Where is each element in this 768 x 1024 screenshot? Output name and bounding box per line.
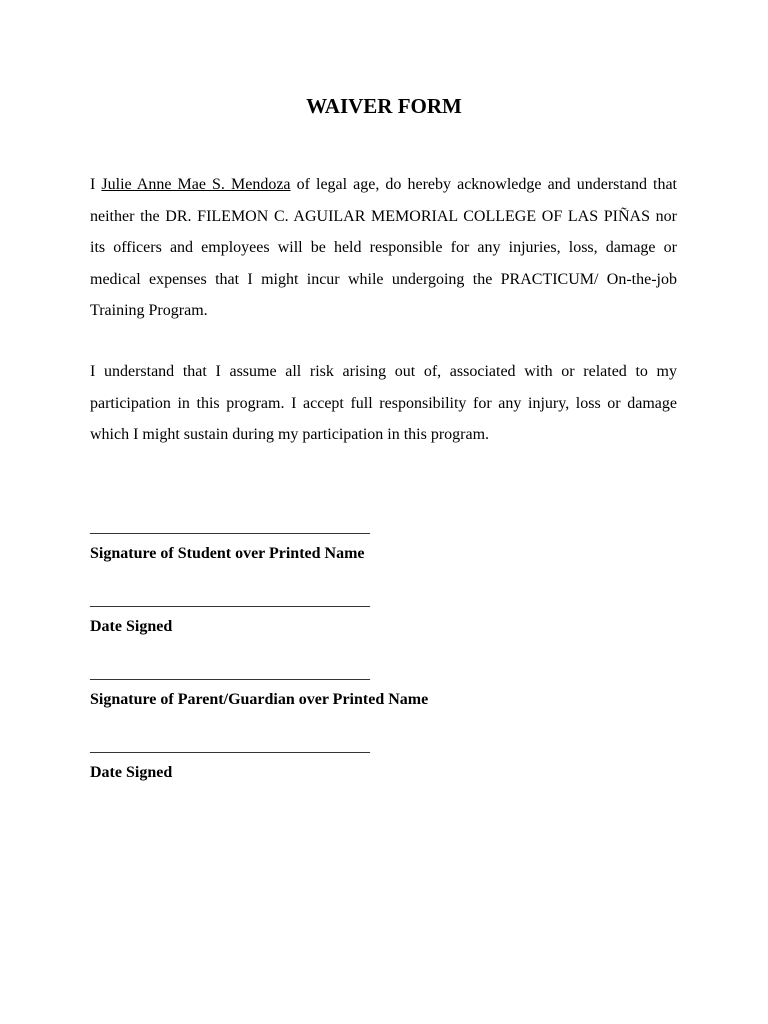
guardian-signature-block: [90, 664, 428, 710]
waiver-paragraph-2: I understand that I assume all risk arising out of, associated with or related to my participation in this program. I accept full responsibility for any injury, loss or damage which I might sustain during my participation in this program.: [90, 363, 677, 443]
paragraph-prefix: I: [90, 176, 102, 193]
paragraph-body: of legal age, do hereby acknowledge and understand that neither the DR. FILEMON C. AGUILAR MEMORIAL COLLEGE OF LAS PIÑAS nor its officers and employees will be held responsible for any injuries, loss, damage or medical expenses that I might incur while undergoing the PRACTICUM/ On-the-job Training Program.: [90, 176, 678, 319]
signature-line: ___________________________________: [90, 592, 370, 609]
student-signature-block: [90, 518, 370, 564]
student-date-block: [90, 591, 370, 637]
signature-line: ___________________________________: [90, 665, 370, 682]
document-title: WAIVER FORM: [306, 94, 462, 118]
waiver-paragraph-1: [90, 169, 677, 327]
signature-line: ___________________________________: [90, 738, 370, 755]
student-name: Julie Anne Mae S. Mendoza: [101, 176, 291, 193]
student-date-label: Date Signed: [90, 618, 173, 635]
student-signature-label: Signature of Student over Printed Name: [90, 545, 365, 562]
guardian-date-block: [90, 737, 370, 783]
guardian-signature-label: Signature of Parent/Guardian over Printed Name: [90, 691, 429, 708]
guardian-date-label: Date Signed: [90, 764, 173, 781]
signature-line: ___________________________________: [90, 519, 370, 536]
